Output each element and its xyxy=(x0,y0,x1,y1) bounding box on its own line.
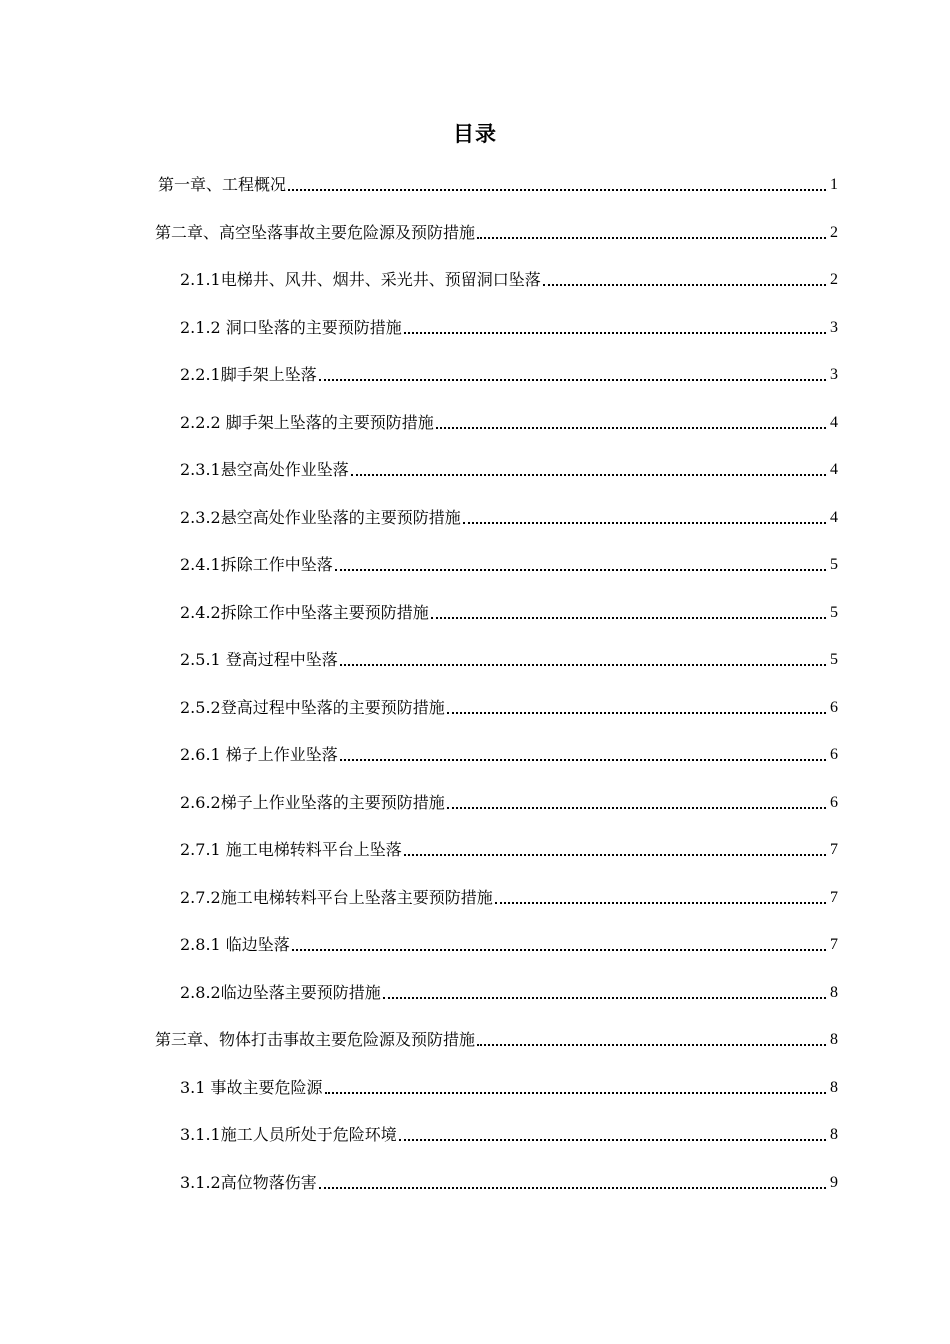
toc-entry-page-number: 4 xyxy=(830,461,838,478)
toc-entry-page-number: 2 xyxy=(830,271,838,288)
toc-entry[interactable] xyxy=(180,693,838,719)
toc-leader-dots xyxy=(325,1092,826,1094)
toc-entry-label: 3.1.2高位物落伤害 xyxy=(180,1173,317,1192)
toc-entry[interactable] xyxy=(180,740,838,766)
toc-entry[interactable] xyxy=(180,550,838,576)
toc-leader-dots xyxy=(447,712,826,714)
toc-entry-page-number: 4 xyxy=(830,509,838,526)
toc-leader-dots xyxy=(319,1187,826,1189)
toc-entry-page-number: 8 xyxy=(830,1079,838,1096)
toc-entry-label: 2.3.1悬空高处作业坠落 xyxy=(180,460,349,479)
toc-leader-dots xyxy=(495,902,826,904)
toc-entry-page-number: 8 xyxy=(830,1031,838,1048)
toc-leader-dots xyxy=(463,522,826,524)
toc-entry[interactable] xyxy=(180,835,838,861)
toc-entry-page-number: 3 xyxy=(830,366,838,383)
toc-leader-dots xyxy=(431,617,826,619)
toc-entry[interactable] xyxy=(180,408,838,434)
toc-entry-label: 2.8.1 临边坠落 xyxy=(180,935,290,954)
toc-title: 目录 xyxy=(453,122,497,146)
toc-entry[interactable] xyxy=(180,360,838,386)
toc-entry[interactable] xyxy=(158,170,838,196)
toc-entry-label: 2.1.1电梯井、风井、烟井、采光井、预留洞口坠落 xyxy=(180,270,541,289)
toc-entry[interactable] xyxy=(180,1168,838,1194)
toc-entry-label: 2.8.2临边坠落主要预防措施 xyxy=(180,983,381,1002)
toc-entry-page-number: 6 xyxy=(830,746,838,763)
toc-entry-page-number: 8 xyxy=(830,1126,838,1143)
toc-leader-dots xyxy=(351,474,826,476)
toc-entry[interactable] xyxy=(180,788,838,814)
toc-entry[interactable] xyxy=(180,265,838,291)
toc-entry-label: 3.1.1施工人员所处于危险环境 xyxy=(180,1125,397,1144)
toc-entry[interactable] xyxy=(180,455,838,481)
toc-entry-page-number: 5 xyxy=(830,651,838,668)
toc-leader-dots xyxy=(399,1139,826,1141)
toc-entry[interactable] xyxy=(180,313,838,339)
toc-leader-dots xyxy=(404,332,826,334)
toc-entry[interactable] xyxy=(180,1073,838,1099)
toc-leader-dots xyxy=(447,807,826,809)
toc-entry-label: 2.4.2拆除工作中坠落主要预防措施 xyxy=(180,603,429,622)
toc-entry-page-number: 7 xyxy=(830,841,838,858)
toc-entry[interactable] xyxy=(180,930,838,956)
toc-leader-dots xyxy=(335,569,826,571)
toc-leader-dots xyxy=(292,949,826,951)
toc-entry-page-number: 7 xyxy=(830,936,838,953)
toc-entry[interactable] xyxy=(180,1120,838,1146)
toc-entry[interactable] xyxy=(180,645,838,671)
toc-entry-label: 2.7.2施工电梯转料平台上坠落主要预防措施 xyxy=(180,888,493,907)
toc-entry-label: 第二章、高空坠落事故主要危险源及预防措施 xyxy=(155,223,476,242)
toc-entry-label: 2.5.1 登高过程中坠落 xyxy=(180,650,338,669)
toc-entry-page-number: 6 xyxy=(830,794,838,811)
toc-leader-dots xyxy=(404,854,826,856)
toc-entry[interactable] xyxy=(155,218,838,244)
toc-entry-page-number: 2 xyxy=(830,224,838,241)
toc-entry[interactable] xyxy=(180,503,838,529)
toc-entry[interactable] xyxy=(180,883,838,909)
toc-entry-page-number: 7 xyxy=(830,889,838,906)
toc-leader-dots xyxy=(340,759,826,761)
toc-entry-page-number: 5 xyxy=(830,604,838,621)
toc-entry-label: 2.5.2登高过程中坠落的主要预防措施 xyxy=(180,698,445,717)
toc-entry-label: 2.2.2 脚手架上坠落的主要预防措施 xyxy=(180,413,434,432)
toc-entry-page-number: 1 xyxy=(830,176,838,193)
toc-leader-dots xyxy=(383,997,826,999)
toc-leader-dots xyxy=(543,284,826,286)
toc-leader-dots xyxy=(340,664,826,666)
toc-entry-label: 第一章、工程概况 xyxy=(158,175,287,194)
toc-entry-page-number: 5 xyxy=(830,556,838,573)
toc-entry[interactable] xyxy=(155,1025,838,1051)
toc-entry-label: 2.6.2梯子上作业坠落的主要预防措施 xyxy=(180,793,445,812)
toc-leader-dots xyxy=(477,237,826,239)
toc-entry-label: 2.3.2悬空高处作业坠落的主要预防措施 xyxy=(180,508,461,527)
toc-entry[interactable] xyxy=(180,978,838,1004)
toc-entry-label: 第三章、物体打击事故主要危险源及预防措施 xyxy=(155,1030,476,1049)
toc-entry-label: 2.7.1 施工电梯转料平台上坠落 xyxy=(180,840,402,859)
toc-leader-dots xyxy=(319,379,826,381)
toc-entry-label: 2.4.1拆除工作中坠落 xyxy=(180,555,333,574)
toc-leader-dots xyxy=(436,427,826,429)
toc-entry-page-number: 8 xyxy=(830,984,838,1001)
toc-entry-page-number: 3 xyxy=(830,319,838,336)
toc-entry-page-number: 9 xyxy=(830,1174,838,1191)
toc-entry[interactable] xyxy=(180,598,838,624)
toc-entry-label: 2.2.1脚手架上坠落 xyxy=(180,365,317,384)
toc-entry-page-number: 6 xyxy=(830,699,838,716)
toc-entry-label: 2.1.2 洞口坠落的主要预防措施 xyxy=(180,318,402,337)
toc-entry-page-number: 4 xyxy=(830,414,838,431)
toc-leader-dots xyxy=(288,189,826,191)
toc-leader-dots xyxy=(477,1044,826,1046)
toc-entry-label: 3.1 事故主要危险源 xyxy=(180,1078,323,1097)
toc-entry-label: 2.6.1 梯子上作业坠落 xyxy=(180,745,338,764)
